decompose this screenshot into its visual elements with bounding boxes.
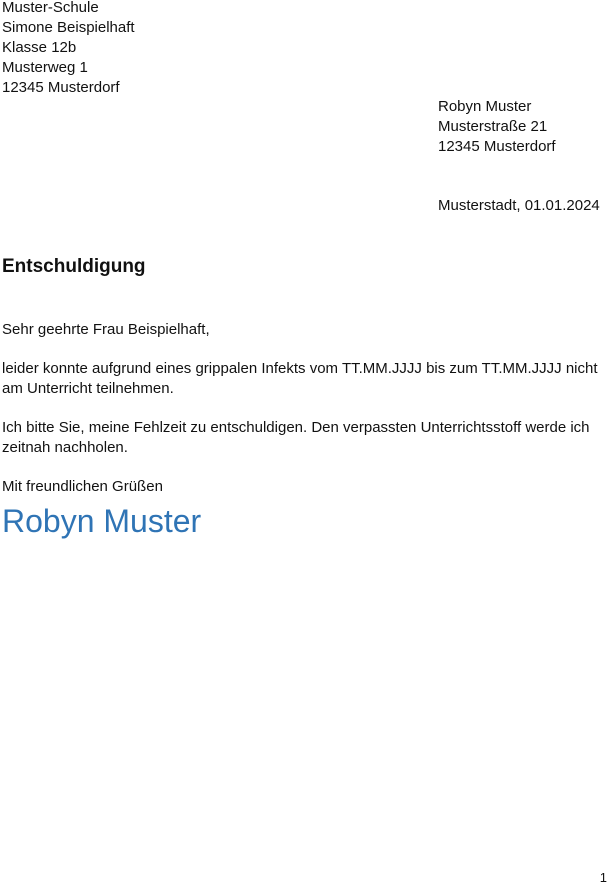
closing-phrase: Mit freundlichen Grüßen [2,478,163,495]
sender-city: 12345 Musterdorf [2,79,120,96]
salutation: Sehr geehrte Frau Beispielhaft, [2,321,210,338]
sender-class: Klasse 12b [2,39,77,56]
recipient-street: Musterstraße 21 [438,118,548,135]
body-paragraph-2: Ich bitte Sie, meine Fehlzeit zu entschuldigen. Den verpassten Unterrichtsstoff werde ich zeitnah nachholen. [2,419,590,456]
signature: Robyn Muster [2,503,202,539]
sender-school: Muster-Schule [2,0,99,16]
letter-subject: Entschuldigung [2,256,146,277]
sender-street: Musterweg 1 [2,59,88,76]
sender-teacher: Simone Beispielhaft [2,19,135,36]
body-paragraph-1: leider konnte aufgrund eines grippalen Infekts vom TT.MM.JJJJ bis zum TT.MM.JJJJ nicht am Unterricht teilnehmen. [2,360,598,397]
recipient-name: Robyn Muster [438,98,532,115]
page-number: 1 [599,870,607,885]
date-line: Musterstadt, 01.01.2024 [438,197,600,214]
recipient-city: 12345 Musterdorf [438,138,556,155]
